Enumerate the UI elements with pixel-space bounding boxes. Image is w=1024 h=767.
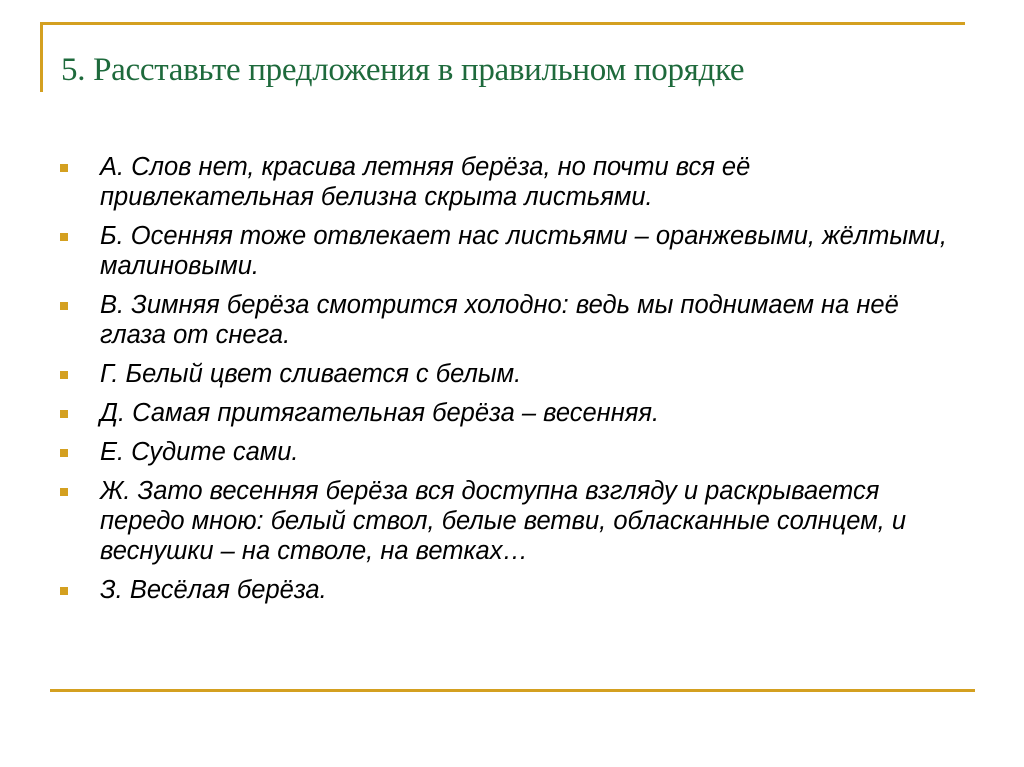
square-bullet-icon — [60, 587, 68, 595]
item-text: А. Слов нет, красива летняя берёза, но почти вся её привлекательная белизна скрыта листьями. — [100, 153, 751, 211]
sentence-list — [60, 152, 960, 614]
item-text: Д. Самая притягательная берёза – весенняя. — [100, 399, 660, 427]
square-bullet-icon — [60, 410, 68, 418]
item-text: З. Весёлая берёза. — [100, 576, 327, 604]
square-bullet-icon — [60, 488, 68, 496]
square-bullet-icon — [60, 233, 68, 241]
bottom-divider — [50, 689, 975, 692]
list-item — [60, 575, 960, 605]
list-item — [60, 290, 960, 350]
item-text: Г. Белый цвет сливается с белым. — [100, 360, 522, 388]
square-bullet-icon — [60, 449, 68, 457]
list-item — [60, 398, 960, 428]
item-text: Е. Судите сами. — [100, 438, 299, 466]
list-item — [60, 359, 960, 389]
list-item — [60, 437, 960, 467]
square-bullet-icon — [60, 302, 68, 310]
list-item — [60, 152, 960, 212]
square-bullet-icon — [60, 371, 68, 379]
slide-title: 5. Расставьте предложения в правильном порядке — [61, 52, 745, 88]
left-divider — [40, 22, 43, 92]
square-bullet-icon — [60, 164, 68, 172]
item-text: В. Зимняя берёза смотрится холодно: ведь мы поднимаем на неё глаза от снега. — [100, 291, 899, 349]
top-divider — [40, 22, 965, 25]
item-text: Ж. Зато весенняя берёза вся доступна взгляду и раскрывается передо мною: белый ствол, белые ветви, обласканные солнцем, и веснушки – на стволе, на ветках… — [100, 477, 907, 565]
list-item — [60, 221, 960, 281]
list-item — [60, 476, 960, 566]
item-text: Б. Осенняя тоже отвлекает нас листьями – оранжевыми, жёлтыми, малиновыми. — [100, 222, 947, 280]
